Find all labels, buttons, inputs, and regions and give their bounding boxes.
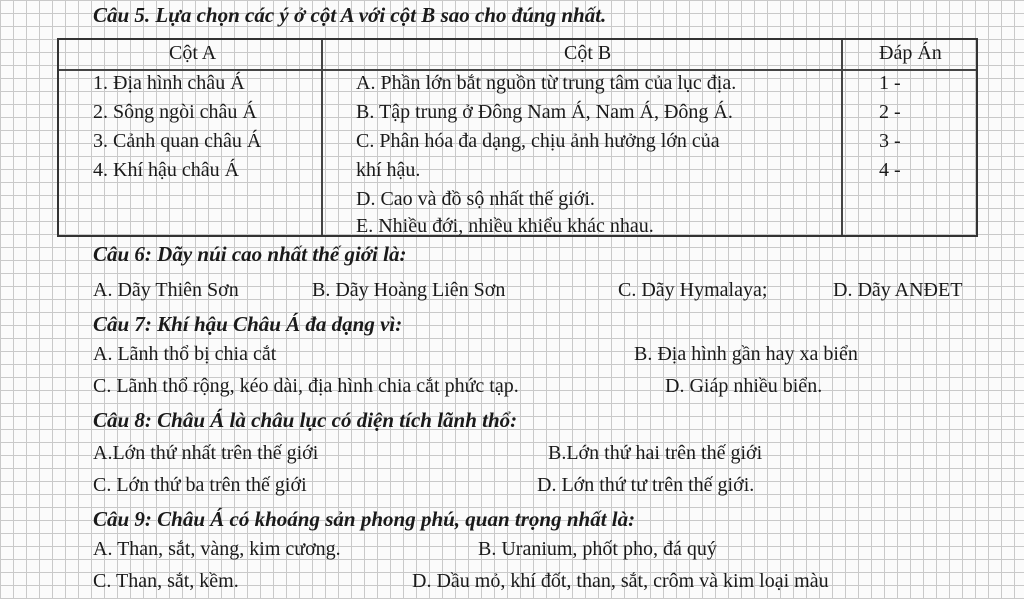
col-a-item: 4. Khí hậu châu Á — [93, 159, 240, 181]
q8-option-b: B.Lớn thứ hai trên thế giới — [548, 442, 763, 464]
q9-option-b: B. Uranium, phốt pho, đá quý — [478, 538, 717, 560]
q7-option-d: D. Giáp nhiều biển. — [665, 375, 823, 397]
col-a-item: 1. Địa hình châu Á — [93, 72, 245, 94]
q9-option-c: C. Than, sắt, kềm. — [93, 570, 239, 592]
header-col-a: Cột A — [169, 42, 217, 64]
col-b-item: khí hậu. — [356, 159, 421, 181]
answer-slot: 2 - — [879, 101, 901, 123]
q7-option-c: C. Lãnh thổ rộng, kéo dài, địa hình chia cắt phức tạp. — [93, 375, 519, 397]
col-b-item: C. Phân hóa đa dạng, chịu ảnh hưởng lớn của — [356, 130, 720, 152]
q8-option-c: C. Lớn thứ ba trên thế giới — [93, 474, 307, 496]
col-a-item: 2. Sông ngòi châu Á — [93, 101, 257, 123]
q7-option-b: B. Địa hình gần hay xa biển — [634, 343, 858, 365]
header-answer: Đáp Án — [879, 42, 942, 64]
q8-option-d: D. Lớn thứ tư trên thế giới. — [537, 474, 755, 496]
header-col-b: Cột B — [564, 42, 612, 64]
col-b-item: A. Phần lớn bắt nguồn từ trung tâm của lục địa. — [356, 72, 737, 94]
q7-option-a: A. Lãnh thổ bị chia cắt — [93, 343, 277, 365]
question-6-title: Câu 6: Dãy núi cao nhất thế giới là: — [93, 242, 407, 266]
answer-slot: 4 - — [879, 159, 901, 181]
q6-option-b: B. Dãy Hoàng Liên Sơn — [312, 279, 506, 301]
question-8-title: Câu 8: Châu Á là châu lục có diện tích lãnh thổ: — [93, 408, 518, 432]
q6-option-d: D. Dãy ANĐET — [833, 279, 963, 301]
answer-slot: 3 - — [879, 130, 901, 152]
q6-option-c: C. Dãy Hymalaya; — [618, 279, 768, 301]
question-7-title: Câu 7: Khí hậu Châu Á đa dạng vì: — [93, 312, 403, 336]
q9-option-d: D. Dầu mỏ, khí đốt, than, sắt, crôm và kim loại màu — [412, 570, 829, 592]
question-9-title: Câu 9: Châu Á có khoáng sản phong phú, quan trọng nhất là: — [93, 507, 636, 531]
q8-option-a: A.Lớn thứ nhất trên thế giới — [93, 442, 319, 464]
col-b-item: D. Cao và đồ sộ nhất thế giới. — [356, 188, 595, 210]
matching-table — [57, 38, 978, 237]
q6-option-a: A. Dãy Thiên Sơn — [93, 279, 239, 301]
q9-option-a: A. Than, sắt, vàng, kim cương. — [93, 538, 341, 560]
col-b-item: E. Nhiều đới, nhiều khiểu khác nhau. — [356, 215, 654, 237]
question-5-title: Câu 5. Lựa chọn các ý ở cột A với cột B sao cho đúng nhất. — [93, 3, 607, 27]
answer-slot: 1 - — [879, 72, 901, 94]
col-b-item: B. Tập trung ở Đông Nam Á, Nam Á, Đông Á. — [356, 101, 733, 123]
col-a-item: 3. Cảnh quan châu Á — [93, 130, 262, 152]
